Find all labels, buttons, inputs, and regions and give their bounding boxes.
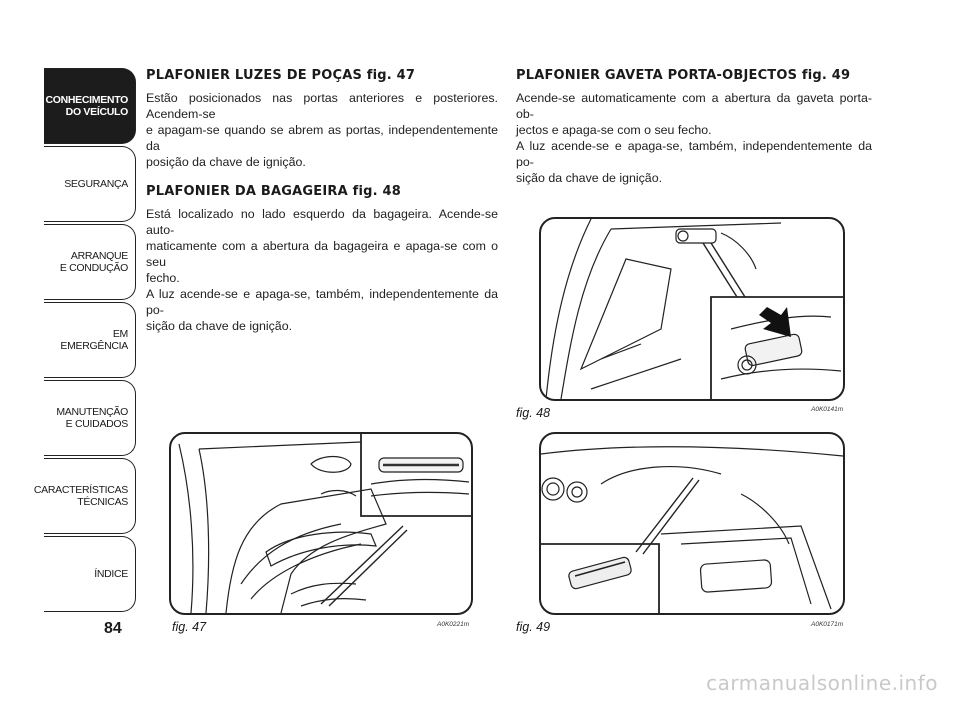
figure-49-code: A0K0171m [811, 621, 844, 628]
text-line: A luz acende-se e apaga-se, também, independentemente da po- [516, 139, 872, 169]
text-line: A luz acende-se e apaga-se, também, independentemente da po- [146, 287, 498, 317]
page-number: 84 [104, 620, 122, 637]
watermark-text: carmanualsonline.info [706, 671, 938, 695]
right-column [516, 68, 872, 200]
text-line: Está localizado no lado esquerdo da bagageira. Acende-se auto- [146, 207, 498, 237]
figure-47-code: A0K0221m [437, 621, 470, 628]
text-line: fecho. [146, 271, 180, 285]
paragraph-plafonier-bagageira [146, 206, 498, 334]
figure-49-illustration [539, 432, 845, 615]
figure-48-caption: fig. 48 [516, 406, 551, 420]
text-line: Acende-se automaticamente com a abertura da gaveta porta-ob- [516, 91, 872, 121]
text-line: sição da chave de ignição. [516, 171, 663, 185]
figure-48-code: A0K0141m [811, 406, 844, 413]
tab-indice[interactable]: ÍNDICE [44, 536, 136, 612]
figure-48-illustration [539, 217, 845, 401]
paragraph-plafonier-gaveta [516, 90, 872, 186]
tab-caracteristicas-tecnicas[interactable]: CARACTERÍSTICAS TÉCNICAS [44, 458, 136, 534]
figure-49-caption: fig. 49 [516, 620, 551, 634]
tab-arranque-e-conducao[interactable]: ARRANQUE E CONDUÇÃO [44, 224, 136, 300]
tab-conhecimento-do-veiculo[interactable]: CONHECIMENTO DO VEÍCULO [44, 68, 136, 144]
figure-47-illustration [169, 432, 473, 615]
figure-47-caption: fig. 47 [172, 620, 207, 634]
text-line: sição da chave de ignição. [146, 319, 293, 333]
left-column [146, 68, 498, 348]
door-panel-drawing [171, 434, 471, 613]
text-line: jectos e apaga-se com o seu fecho. [516, 123, 712, 137]
heading-plafonier-bagageira: PLAFONIER DA BAGAGEIRA fig. 48 [146, 184, 401, 199]
heading-plafonier-pocas: PLAFONIER LUZES DE POÇAS fig. 47 [146, 68, 416, 83]
tab-seguranca[interactable]: SEGURANÇA [44, 146, 136, 222]
tab-manutencao-e-cuidados[interactable]: MANUTENÇÃO E CUIDADOS [44, 380, 136, 456]
text-line: Estão posicionados nas portas anteriores e posteriores. Acendem-se [146, 91, 498, 121]
text-line: maticamente com a abertura da bagageira e apaga-se com o seu [146, 239, 498, 269]
text-line: e apagam-se quando se abrem as portas, independentemente da [146, 123, 498, 153]
heading-plafonier-gaveta: PLAFONIER GAVETA PORTA-OBJECTOS fig. 49 [516, 68, 851, 83]
paragraph-plafonier-pocas [146, 90, 498, 170]
glove-box-drawing [541, 434, 843, 613]
text-line: posição da chave de ignição. [146, 155, 306, 169]
luggage-compartment-drawing [541, 219, 843, 399]
tab-em-emergencia[interactable]: EM EMERGÊNCIA [44, 302, 136, 378]
